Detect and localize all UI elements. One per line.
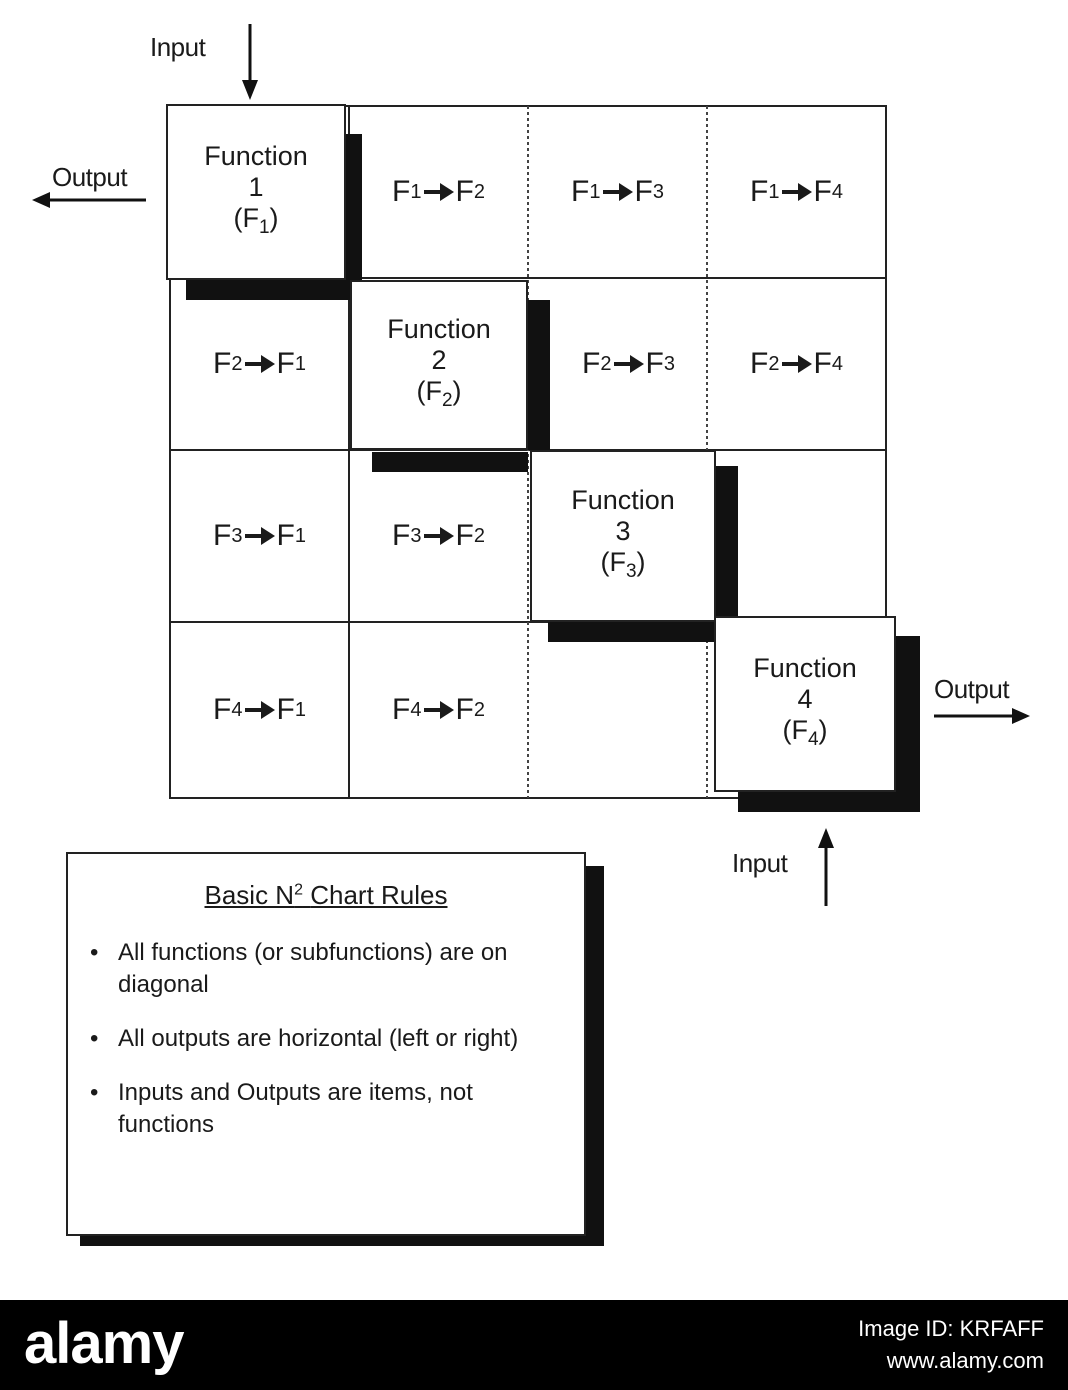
input-bottom-label: Input [732,848,788,878]
interface-cell: F 4 F 2 [392,693,485,726]
interface-cell: F 1 F 4 [750,175,843,208]
function-title: Function [571,485,675,515]
function-title: Function [753,653,857,683]
bullet-icon: • [90,939,99,966]
interface-cell: F 1 F 2 [392,175,485,208]
function-number: 4 [797,684,813,714]
image-id: Image ID: KRFAFF [858,1316,1044,1341]
interface-cell: F 2 F 3 [582,347,675,380]
input-top-label: Input [150,32,206,62]
function-abbr: $(F_3)$ [600,547,646,582]
output-left-label: Output [52,162,128,192]
output-right-arrow-icon [934,708,1030,724]
function-abbr: $(F_4)$ [782,715,828,750]
interface-cell: F 3 F 2 [392,519,485,552]
interface-cell: F 2 F 4 [750,347,843,380]
output-right-label: Output [934,674,1010,704]
output-left-arrow-icon [32,192,146,208]
function-number: 1 [248,172,264,202]
interface-cell: F 3 F 1 [213,519,306,552]
function-number: 2 [431,345,447,375]
rule-item: • All functions (or subfunctions) are on diagonal [90,939,508,998]
site-url: www.alamy.com [886,1348,1044,1373]
watermark-footer [0,1300,1068,1390]
rule-item: • Inputs and Outputs are items, not functions [90,1079,473,1138]
bullet-icon: • [90,1079,99,1106]
function-abbr: $(F_2)$ [416,376,462,411]
interface-cell: F 4 F 1 [213,693,306,726]
interface-cell: F 2 F 1 [213,347,306,380]
function-number: 3 [615,516,631,546]
bullet-icon: • [90,1025,99,1052]
input-top-arrow-icon [242,24,258,100]
function-abbr: $(F_1)$ [233,203,279,238]
interface-cell: F 1 F 3 [571,175,664,208]
input-bottom-arrow-icon [818,828,834,906]
function-title: Function [387,314,491,344]
rules-title: Basic $N^2$ Chart Rules [204,880,448,910]
rule-item: • All outputs are horizontal (left or right) [68,1023,584,1055]
function-title: Function [204,141,308,171]
alamy-logo: alamy [24,1311,184,1376]
